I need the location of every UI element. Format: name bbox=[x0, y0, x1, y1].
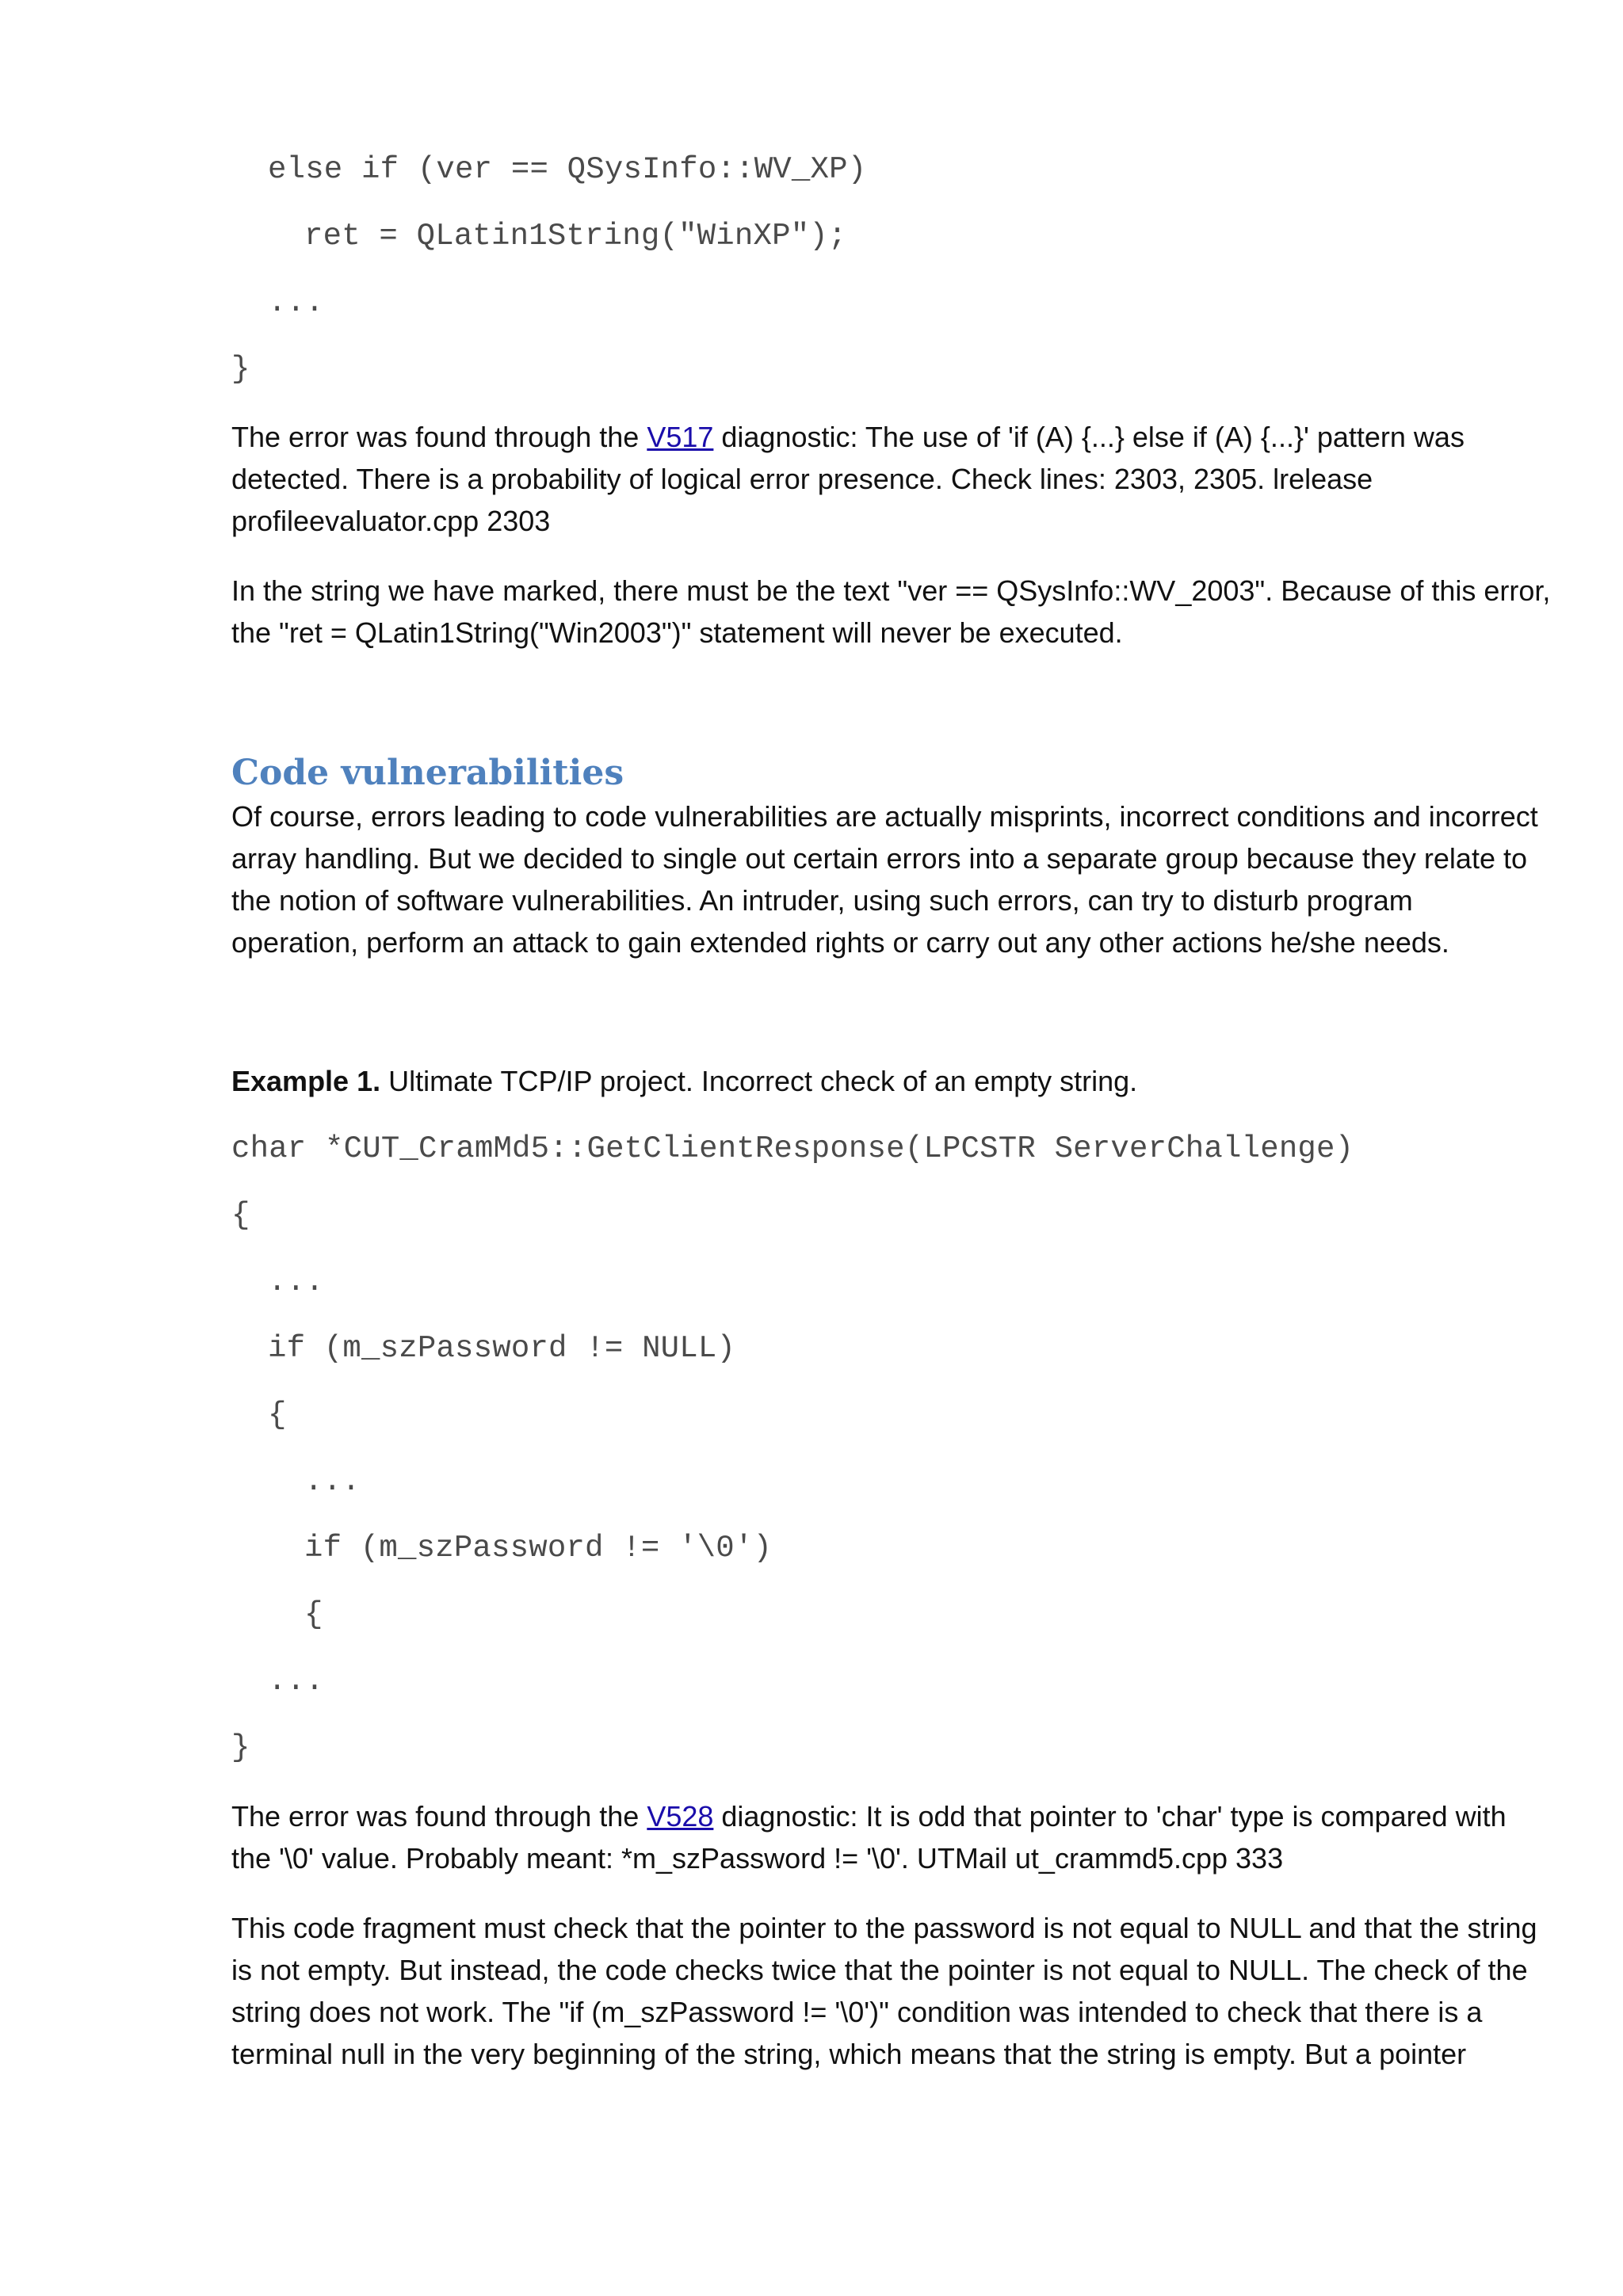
paragraph-line: is not empty. But instead, the code checks twice that the pointer is not equal to NULL. The check of the bbox=[231, 1954, 1528, 1986]
paragraph-line: Of course, errors leading to code vulnerabilities are actually misprints, incorrect conditions and incorrect bbox=[231, 800, 1538, 833]
paragraph-line: terminal null in the very beginning of the string, which means that the string is empty. But a pointer bbox=[231, 2038, 1467, 2070]
code-line: ret = QLatin1String("WinXP"); bbox=[304, 219, 847, 254]
paragraph-line: The error was found through the V528 diagnostic: It is odd that pointer to 'char' type is compared with bbox=[231, 1800, 1507, 1833]
example-line: Example 1. Ultimate TCP/IP project. Incorrect check of an empty string. bbox=[231, 1065, 1138, 1097]
code-line: char *CUT_CramMd5::GetClientResponse(LPCSTR ServerChallenge) bbox=[231, 1131, 1354, 1166]
code-line: } bbox=[231, 1730, 250, 1765]
code-line: { bbox=[231, 1198, 250, 1233]
code-line: ... bbox=[268, 1664, 324, 1699]
paragraph-line: detected. There is a probability of logical error presence. Check lines: 2303, 2305. lrelease bbox=[231, 463, 1373, 495]
section-heading: Code vulnerabilities bbox=[231, 753, 624, 793]
paragraph-line: the notion of software vulnerabilities. An intruder, using such errors, can try to disturb program bbox=[231, 884, 1413, 917]
code-line: else if (ver == QSysInfo::WV_XP) bbox=[268, 152, 867, 187]
paragraph-line: operation, perform an attack to gain extended rights or carry out any other actions he/she needs. bbox=[231, 926, 1449, 959]
paragraph-line: the "ret = QLatin1String("Win2003")" statement will never be executed. bbox=[231, 616, 1123, 649]
code-line: ... bbox=[268, 1264, 324, 1299]
paragraph-line: The error was found through the V517 diagnostic: The use of 'if (A) {...} else if (A) {...}' pattern was bbox=[231, 421, 1465, 453]
paragraph-line: This code fragment must check that the pointer to the password is not equal to NULL and that the string bbox=[231, 1912, 1537, 1944]
code-line: if (m_szPassword != NULL) bbox=[268, 1331, 736, 1366]
example-label: Example 1. bbox=[231, 1065, 381, 1097]
code-line: { bbox=[304, 1597, 323, 1632]
code-line: if (m_szPassword != '\0') bbox=[304, 1531, 773, 1566]
paragraph-line: In the string we have marked, there must be the text "ver == QSysInfo::WV_2003". Because of this error, bbox=[231, 574, 1551, 607]
paragraph-line: array handling. But we decided to single out certain errors into a separate group because they relate to bbox=[231, 842, 1527, 875]
paragraph-line: profileevaluator.cpp 2303 bbox=[231, 505, 551, 537]
code-line: { bbox=[268, 1398, 287, 1432]
code-line: ... bbox=[268, 285, 324, 320]
code-line: } bbox=[231, 352, 250, 387]
v528-link[interactable]: V528 bbox=[647, 1800, 714, 1833]
v517-link[interactable]: V517 bbox=[647, 421, 714, 453]
paragraph-line: the '\0' value. Probably meant: *m_szPassword != '\0'. UTMail ut_crammd5.cpp 333 bbox=[231, 1842, 1284, 1875]
paragraph-line: string does not work. The "if (m_szPassword != '\0')" condition was intended to check that there is a bbox=[231, 1996, 1483, 2028]
code-line: ... bbox=[304, 1464, 361, 1499]
